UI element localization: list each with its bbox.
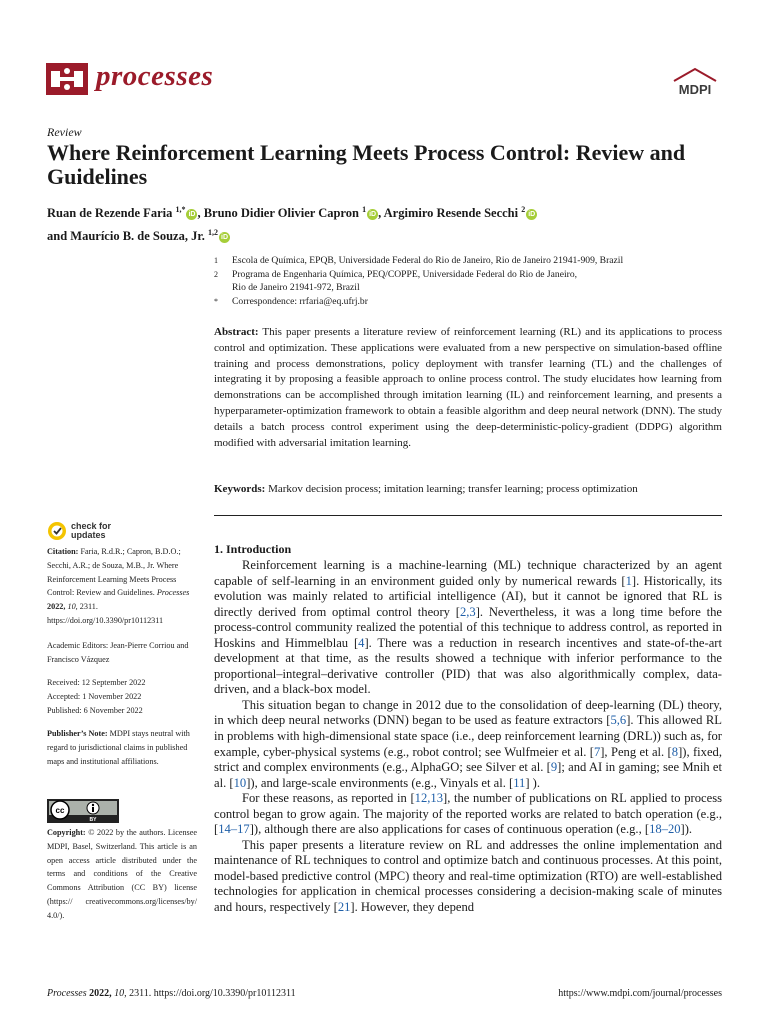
introduction-body (214, 558, 722, 916)
citation-link[interactable]: 12,13 (414, 791, 443, 806)
paragraph: This situation began to change in 2012 due to the consolidation of deep-learning (DL) theory, in which deep neural networks (DNN) began to be used as feature extractors [5,6]. This allowed RL in problems with high-dimensional state space (i.e., deep reinforcement learning (DRL)) such as, for example, cyber-physical systems (e.g., robot control; see Wulfmeier et al. [7], Peng et al. [8]), fixed, strict and complex environments (e.g., AlphaGO; see Silver et al. [9]; and AI in gaming; see Mnih et al. [10]), and large-scale environments (e.g., Vinyals et al. [11] ). (214, 697, 722, 790)
citation-text: Faria, R.d.R.; Capron, B.D.O.; Secchi, A.R.; de Souza, M.B., Jr. Where Reinforcement Learning Meets Process Control: Review and Guidelines. (47, 547, 181, 598)
orcid-icon[interactable]: iD (188, 211, 196, 219)
affiliations (214, 254, 724, 308)
author-affil-mark: 2 (521, 205, 526, 214)
cc-by-license-icon[interactable] (47, 799, 119, 823)
citation-link[interactable]: 10 (233, 775, 247, 790)
abstract (214, 325, 722, 451)
affil-mark: 1 (214, 256, 218, 265)
citation-label: Citation: (47, 547, 79, 556)
author-list: Ruan de Rezende Faria $^{1,*}$iD , Bruno Didier Olivier Capron $^1$iD , Argimiro Resende Secchi $^2$iD and Maurício B. de Souza, Jr. $^{1,2}$iD (47, 205, 536, 244)
dates-block (47, 676, 197, 717)
affil-mark (214, 281, 232, 295)
copyright-block (47, 826, 197, 923)
paragraph: Reinforcement learning is a machine-learning (ML) technique characterized by an agent capable of self-learning in an environment guided only by numerical rewards [1]. Historically, its evolution was mainly related to artificial intelligence (AI), but it cannot be ignored that RL is directly derived from optimal control theory [2,3]. Nevertheless, it was a long time before the process-control community realized the potential of this technique to address control, as reported in Hoskins and Himmelblau [4]. There was a reduction in research incentives and state-of-the-art development at that time, as the results showed a technique with inferior performance to the proportional–integral–derivative controller (PID) that was also algorithmically complex, data-driven, and a black-box model. (214, 558, 722, 697)
citation-year: 2022, (47, 602, 66, 612)
copyright-text: © 2022 by the authors. Licensee MDPI, Basel, Switzerland. This article is an open access article distributed under the terms and conditions of the Creative Commons Attribution (CC BY) license (https:// creativecommons.org/licenses/by/ 4.0/). (47, 828, 198, 920)
author-name: Argimiro Resende Secchi (383, 206, 519, 221)
orcid-icon[interactable]: iD (369, 211, 377, 219)
citation-doi[interactable]: 2311. https://doi.org/10.3390/pr10112311 (47, 602, 164, 625)
citation-link[interactable]: 2,3 (459, 604, 476, 619)
journal-name: processes (96, 60, 214, 92)
paragraph: This paper presents a literature review on RL and addresses the online implementation and maintenance of RL techniques to control and optimize batch and continuous processes. At this point, model-based predictive control (MPC) theory and real-time optimization (RTO) are well-established technologies for application in chemical processes considering a decision-making scale of minutes and hours, respectively [21]. However, they depend (214, 837, 722, 915)
copyright-label: Copyright: (47, 828, 86, 837)
citation-link[interactable]: 7 (593, 744, 601, 759)
citation-link[interactable]: 11 (513, 775, 526, 790)
citation-link[interactable]: 8 (671, 744, 679, 759)
academic-editors: Academic Editors: Jean-Pierre Corriou and Francisco Vázquez (47, 641, 189, 664)
citation-journal: Processes (156, 588, 190, 598)
keywords-label: Keywords: (214, 483, 266, 495)
citation-link[interactable]: 5,6 (610, 713, 627, 728)
citation-link[interactable]: 4 (358, 635, 365, 650)
accepted-date: Accepted: 1 November 2022 (47, 691, 142, 701)
author-name: Bruno Didier Olivier Capron (203, 206, 359, 221)
affil-text: Rio de Janeiro 21941-972, Brazil (232, 282, 360, 293)
author-name: and Maurício B. de Souza, Jr. (47, 229, 205, 244)
author-affil-mark: 1,* (175, 205, 186, 214)
keywords (214, 482, 722, 497)
by-text: BY (89, 817, 97, 823)
received-date: Received: 12 September 2022 (47, 678, 146, 687)
footer-citation: Processes 2022, 10, 2311. https://doi.org/10.3390/pr10112311 (47, 988, 296, 999)
abstract-label: Abstract: (214, 326, 259, 338)
publisher-note (47, 727, 197, 768)
check-icon (47, 521, 67, 541)
keywords-text: Markov decision process; imitation learning; transfer learning; process optimization (268, 483, 638, 495)
article-type: Review (47, 125, 82, 139)
affil-mark: 2 (214, 269, 218, 279)
publisher-name: MDPI (678, 82, 712, 97)
abstract-text: This paper presents a literature review of reinforcement learning (RL) and its applications to process control and optimization. These applications were evaluated from a new perspective on simulation-based offline training and process demonstrations, policy deployment with transfer learning (TL) and the challenges of integrating it by proposing a feasible approach to online process control. The study elucidates how learning from demonstrations can be accomplished through imitation learning (IL) and reinforcement learning, and presents a hyperparameter-optimization framework to obtain a feasible algorithm and deep neural network (DNN). The study details a batch process control experiment using the deep-deterministic-policy-gradient (DDPG) algorithm modified with adversarial imitation learning. (214, 326, 722, 449)
check-updates-line2: updates (71, 530, 106, 540)
citation-block (47, 545, 197, 628)
citation-link[interactable]: 1 (625, 573, 632, 588)
mdpi-logo (668, 67, 722, 99)
affil-mark: * (214, 296, 218, 306)
publisher-note-text: MDPI stays neutral with regard to jurisdictional claims in published maps and institutional affiliations. (47, 729, 190, 766)
section-heading: 1. Introduction (214, 542, 292, 556)
check-for-updates-badge[interactable] (47, 519, 127, 543)
citation-link[interactable]: 9 (550, 760, 558, 775)
check-updates-line1: check for (71, 521, 112, 531)
published-date: Published: 6 November 2022 (47, 705, 143, 715)
journal-logo (46, 63, 88, 95)
author-affil-mark: 1,2 (208, 228, 219, 238)
citation-link[interactable]: 18–20 (649, 822, 681, 837)
orcid-icon[interactable]: iD (528, 211, 536, 219)
publisher-note-label: Publisher’s Note: (47, 729, 108, 738)
footer-journal-url[interactable]: https://www.mdpi.com/journal/processes (558, 988, 722, 999)
citation-volume: 10, (67, 602, 78, 612)
affil-text: Escola de Química, EPQB, Universidade Federal do Rio de Janeiro, Rio de Janeiro 21941-909, Brazil (232, 255, 624, 266)
page-footer (47, 988, 722, 999)
author-name: Ruan de Rezende Faria (47, 206, 173, 221)
divider (214, 515, 722, 516)
author-affil-mark: 1 (362, 205, 367, 214)
correspondence[interactable]: Correspondence: rrfaria@eq.ufrj.br (232, 295, 368, 307)
affil-text: Programa de Engenharia Química, PEQ/COPPE, Universidade Federal do Rio de Janeiro, (232, 268, 578, 280)
citation-link[interactable]: 14–17 (218, 822, 250, 837)
article-title: Where Reinforcement Learning Meets Process Control: Review and Guidelines (47, 140, 686, 189)
cc-text: cc (55, 806, 65, 815)
paragraph: For these reasons, as reported in [12,13], the number of publications on RL applied to process control began to grow again. The majority of the reported works are related to batch operation (e.g., [14–17]), although there are also applications for cases of continuous operation (e.g., [18–20]). (214, 791, 722, 837)
orcid-icon[interactable]: iD (221, 234, 229, 242)
citation-link[interactable]: 21 (337, 900, 351, 915)
